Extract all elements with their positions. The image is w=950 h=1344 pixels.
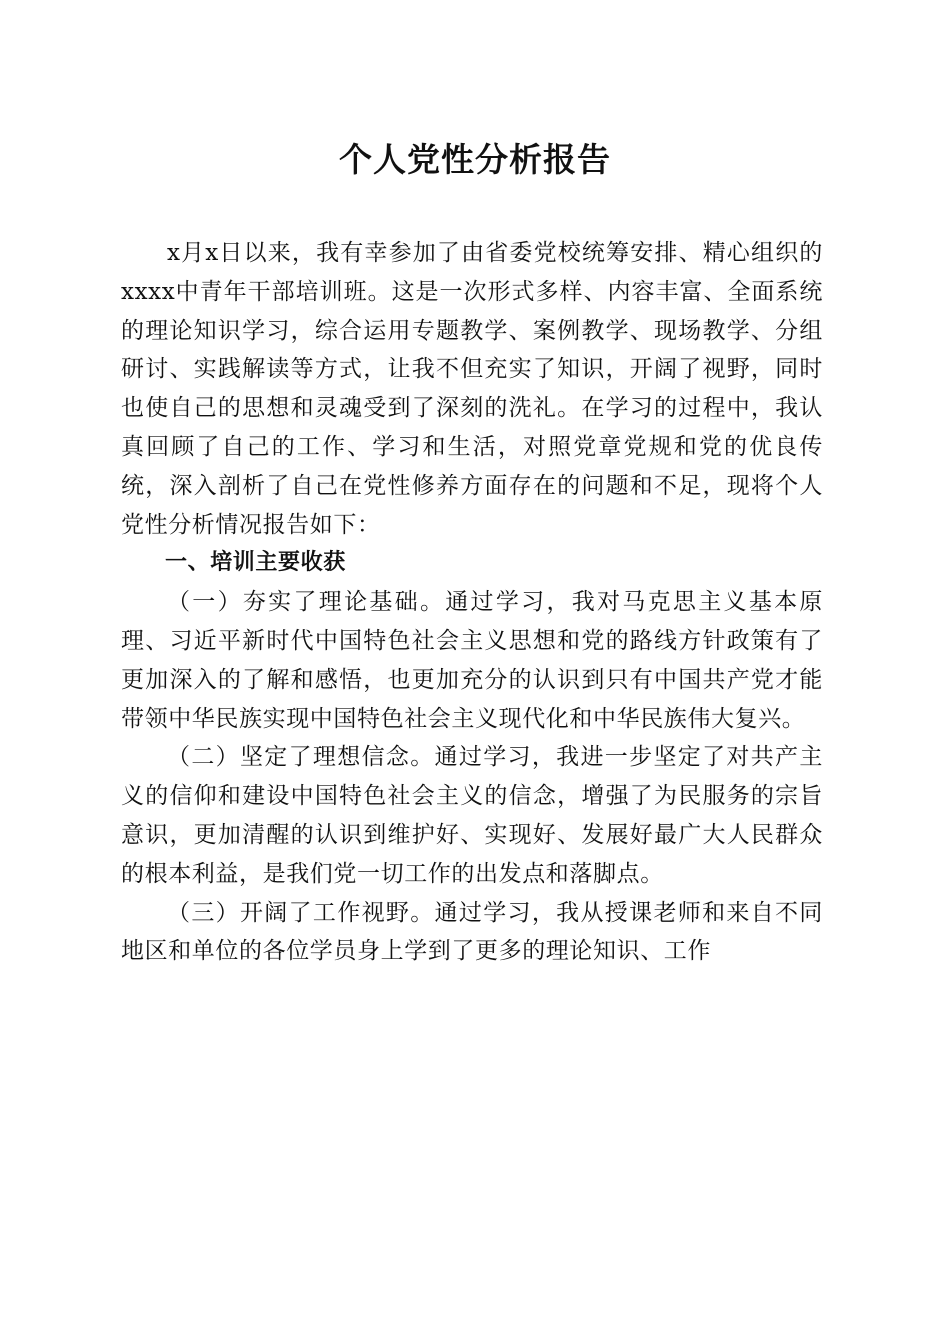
document-body [121, 234, 823, 971]
item-paragraph-1 [121, 583, 823, 738]
item-title-3: （三）开阔了工作视野。 [167, 899, 435, 926]
item-paragraph-3 [121, 894, 823, 972]
item-text-1: 通过学习，我对马克思主义基本原理、习近平新时代中国特色社会主义思想和党的路线方针政策有了更加深入的了解和感悟，也更加充分的认识到只有中国共产党才能带领中华民族实现中国特色社会主义现代化和中华民族伟大复兴。 [121, 589, 824, 732]
section-heading: 一、培训主要收获 [165, 550, 346, 576]
intro-paragraph: x月x日以来，我有幸参加了由省委党校统筹安排、精心组织的xxxx中青年干部培训班。这是一次形式多样、内容丰富、全面系统的理论知识学习，综合运用专题教学、案例教学、现场教学、分组研讨、实践解读等方式，让我不但充实了知识，开阔了视野，同时也使自己的思想和灵魂受到了深刻的洗礼。在学习的过程中，我认真回顾了自己的工作、学习和生活，对照党章党规和党的优良传统，深入剖析了自己在党性修养方面存在的问题和不足，现将个人党性分析情况报告如下： [121, 240, 823, 538]
item-text-3: 通过学习，我从授课老师和来自不同地区和单位的各位学员身上学到了更多的理论知识、工作 [121, 899, 823, 965]
item-title-2: （二）坚定了理想信念。 [167, 744, 435, 771]
document-title: 个人党性分析报告 [339, 140, 611, 179]
item-text-2: 通过学习，我进一步坚定了对共产主义的信仰和建设中国特色社会主义的信念，增强了为民服务的宗旨意识，更加清醒的认识到维护好、实现好、发展好最广大人民群众的根本利益，是我们党一切工作的出发点和落脚点。 [121, 744, 823, 887]
item-title-1: （一）夯实了理论基础。 [167, 589, 446, 616]
item-paragraph-2 [121, 738, 823, 893]
